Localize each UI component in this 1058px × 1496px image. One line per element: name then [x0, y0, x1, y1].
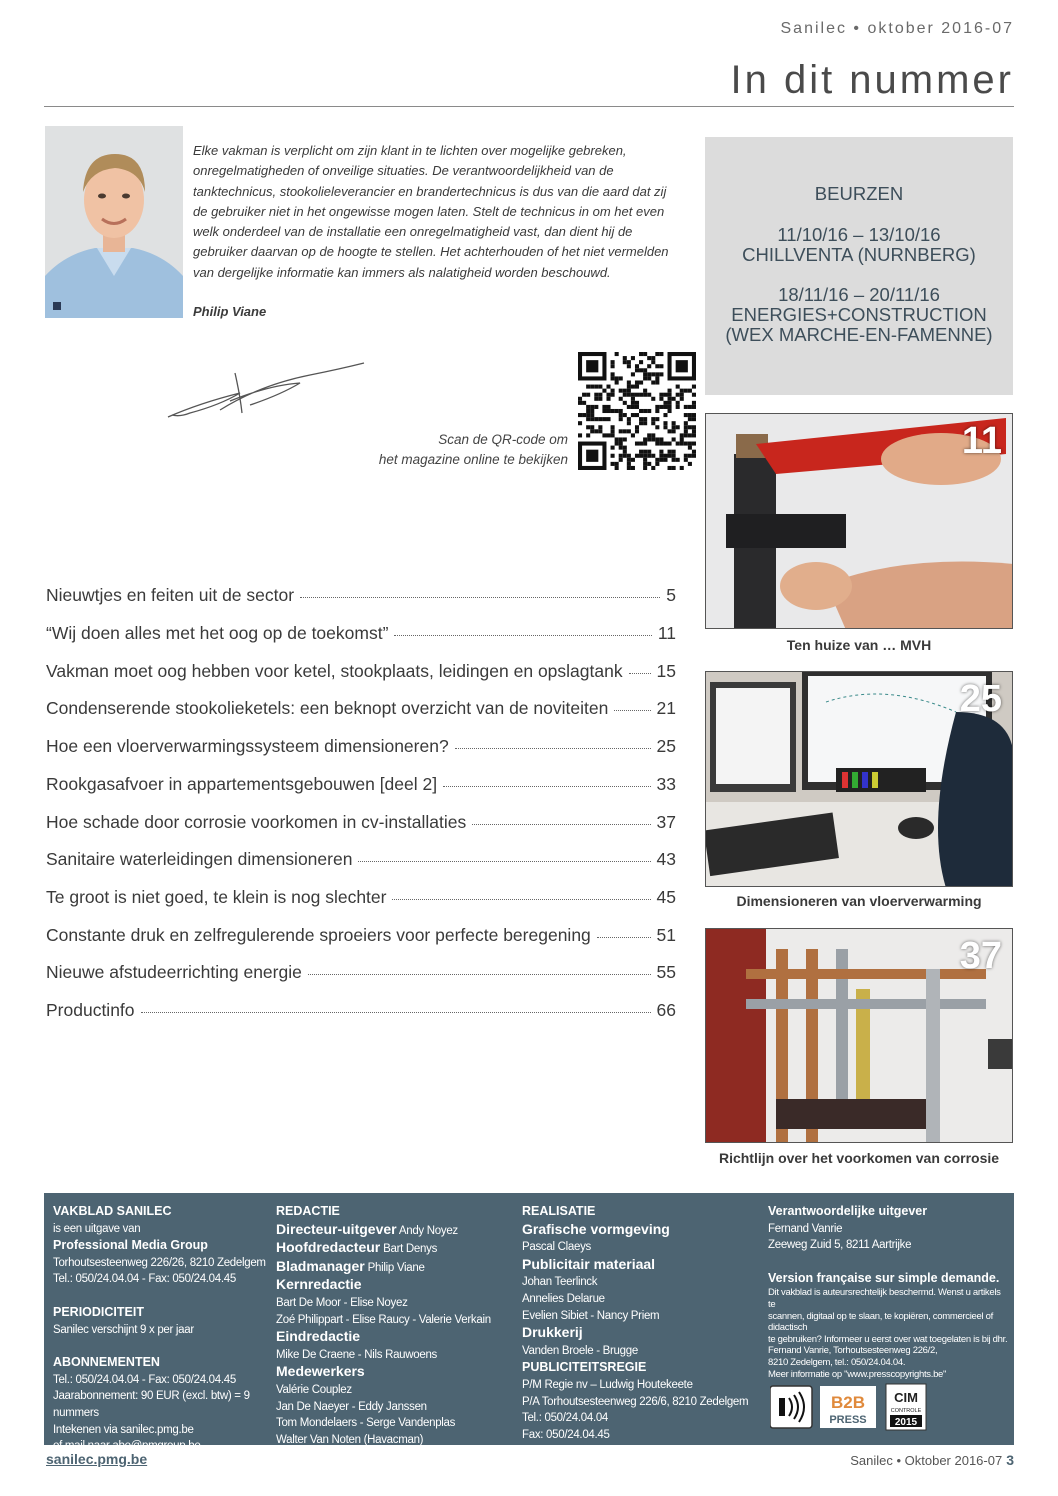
colophon-line: Sanilec verschijnt 9 x per jaar: [53, 1323, 194, 1336]
colophon-column-editorial: [276, 1203, 516, 1448]
colophon-line: Pascal Claeys: [522, 1241, 591, 1254]
cim-year-text: 2015: [894, 1417, 918, 1428]
toc-page: 37: [656, 812, 676, 832]
toc-page: 45: [656, 887, 676, 907]
toc-page: 55: [656, 962, 676, 982]
colophon-line: Evelien Sibiet - Nancy Priem: [522, 1309, 660, 1322]
colophon-role: Bladmanager: [276, 1257, 365, 1274]
colophon-line: Tel.: 050/24.04.04 - Fax: 050/24.04.45: [53, 1373, 236, 1386]
toc-page: 43: [656, 849, 676, 869]
toc-entry[interactable]: [46, 849, 676, 873]
feature-page-number: 11: [961, 420, 1002, 462]
colophon-heading: PUBLICITEITSREGIE: [522, 1360, 647, 1375]
press-text: PRESS: [829, 1414, 867, 1426]
toc-entry[interactable]: [46, 925, 676, 949]
toc-title: Vakman moet oog hebben voor ketel, stookplaats, leidingen en opslagtank: [46, 661, 623, 681]
fair2-name: ENERGIES+CONSTRUCTION: [731, 304, 987, 325]
feature-caption: Ten huize van … MVH: [786, 637, 932, 653]
colophon-role: Eindredactie: [276, 1328, 361, 1345]
colophon-heading: PERIODICITEIT: [53, 1304, 144, 1319]
toc-title: Productinfo: [46, 1000, 135, 1020]
colophon-heading: Version française sur simple demande.: [768, 1270, 1000, 1285]
fairs-box: [705, 137, 1013, 395]
feature-photo-plumbing[interactable]: [705, 413, 1013, 629]
colophon-role: Drukkerij: [522, 1324, 583, 1341]
colophon-role: Kernredactie: [276, 1276, 362, 1293]
colophon-line: Annelies Delarue: [522, 1292, 605, 1305]
toc-page: 51: [656, 925, 676, 945]
editorial-author: Philip Viane: [193, 304, 267, 319]
toc-entry[interactable]: [46, 812, 676, 836]
toc-title: Condenserende stookolieketels: een beknopt overzicht van de noviteiten: [46, 698, 609, 718]
colophon-line: Johan Teerlinck: [522, 1276, 598, 1289]
header-divider: [44, 106, 1014, 107]
toc-page: 15: [656, 661, 676, 681]
toc-page: 5: [666, 585, 676, 605]
colophon-small-line: te gebruiken? Informeer u eerst over wat toegelaten is bij dhr.: [768, 1333, 1008, 1345]
colophon-line: is een uitgave van: [53, 1222, 141, 1235]
colophon-column-production: [522, 1203, 762, 1443]
toc-leader: [392, 899, 650, 900]
colophon-line: Intekenen via sanilec.pmg.be: [53, 1423, 194, 1436]
colophon-line: Zoé Philippart - Elise Raucy - Valerie Verkain: [276, 1313, 491, 1326]
colophon-line: Torhoutsesteenweg 226/26, 8210 Zedelgem: [53, 1256, 266, 1269]
colophon-line: Jaarabonnement: 90 EUR (excl. btw) = 9 nummers: [53, 1390, 250, 1419]
toc-leader: [455, 748, 651, 749]
feature-caption: Richtlijn over het voorkomen van corrosie: [718, 1150, 1000, 1166]
toc-leader: [614, 710, 650, 711]
toc-leader: [300, 597, 660, 598]
colophon-heading: REDACTIE: [276, 1204, 340, 1218]
colophon-column-responsible: [768, 1203, 1008, 1380]
toc-title: Nieuwe afstudeerrichting energie: [46, 962, 302, 982]
colophon-role: Medewerkers: [276, 1363, 365, 1380]
footer-issue: [850, 1452, 1014, 1468]
cim-logo: [886, 1384, 926, 1430]
colophon-heading: Verantwoordelijke uitgever: [768, 1204, 928, 1218]
toc-leader: [597, 937, 651, 938]
page-title: In dit nummer: [730, 58, 1014, 102]
fairs-title: BEURZEN: [814, 183, 904, 204]
toc-page: 11: [657, 623, 676, 643]
colophon-heading: REALISATIE: [522, 1204, 596, 1218]
logo-row: [770, 1382, 930, 1437]
toc-title: Rookgasafvoer in appartementsgebouwen [deel 2]: [46, 774, 438, 794]
toc-title: Nieuwtjes en feiten uit de sector: [46, 585, 295, 605]
colophon-person: Andy Noyez: [398, 1224, 458, 1237]
colophon-role: Publicitair materiaal: [522, 1255, 656, 1272]
toc-leader: [443, 786, 650, 787]
editor-portrait: [45, 126, 183, 318]
colophon-small-line: 8210 Zedelgem, tel.: 050/24.04.04.: [768, 1356, 906, 1368]
feature-caption: Dimensioneren van vloerverwarming: [736, 893, 982, 909]
toc-page: 21: [656, 698, 676, 718]
colophon-role: Grafische vormgeving: [522, 1220, 670, 1237]
toc-title: Te groot is niet goed, te klein is nog slechter: [46, 887, 387, 907]
qr-caption-line1: Scan de QR-code om: [438, 432, 568, 447]
press-copyright-logo: [770, 1386, 812, 1428]
colophon-line: Tom Mondelaers - Serge Vandenplas: [276, 1417, 456, 1430]
colophon-line: Tel.: 050/24.04.04 - Fax: 050/24.04.45: [53, 1273, 236, 1286]
toc-entry[interactable]: [46, 887, 676, 911]
toc-entry[interactable]: [46, 774, 676, 798]
feature-photo-computer[interactable]: [705, 671, 1013, 887]
handwritten-signature: [160, 355, 370, 430]
toc-leader: [629, 673, 651, 674]
toc-title: Constante druk en zelfregulerende sproeiers voor perfecte beregening: [46, 925, 591, 945]
colophon-line: Tel.: 050/24.04.04: [522, 1412, 609, 1425]
toc-leader: [308, 974, 651, 975]
colophon-line: of mail naar abo@pmgroup.be: [53, 1440, 201, 1453]
toc-leader: [472, 824, 650, 825]
feature-page-number: 25: [959, 678, 1002, 720]
cim-text: CIM: [894, 1390, 918, 1405]
colophon-publisher-name: Professional Media Group: [53, 1238, 208, 1253]
toc-entry[interactable]: [46, 962, 676, 986]
page-number: 3: [1006, 1452, 1014, 1468]
colophon-person: Bart Denys: [383, 1243, 438, 1256]
colophon-line: Jan De Naeyer - Eddy Janssen: [276, 1400, 427, 1413]
editorial-text: Elke vakman is verplicht om zijn klant in te lichten over mogelijke gebreken, onregelmatigheden of onveilige situaties. De verantwoordelijkheid van de tanktechnicus, stookolieleverancier en brandertechnicus is dus van die aard dat zij de gebruiker niet in het ongewisse mogen laten. Stelt de technicus in om het even welk onderdeel van de installatie een onregelmatigheid vast, dan dient hij de gebruiker daarvan op de hoogte te stellen. Het achterhouden of het niet vermelden van dergelijke informatie kan immers als nalatigheid worden beschouwd.: [193, 143, 669, 280]
colophon-line: Fax: 050/24.04.45: [522, 1428, 610, 1441]
colophon-line: P/M Regie nv – Ludwig Houtekeete: [522, 1378, 693, 1391]
colophon-small-line: Meer informatie op "www.presscopyrights.be": [768, 1368, 947, 1380]
toc-page: 33: [656, 774, 676, 794]
fair2-place: (WEX MARCHE-EN-FAMENNE): [725, 324, 993, 345]
toc-leader: [141, 1012, 651, 1013]
toc-leader: [358, 861, 650, 862]
colophon-heading: VAKBLAD SANILEC: [53, 1204, 172, 1218]
toc-title: Sanitaire waterleidingen dimensioneren: [46, 849, 353, 869]
issue-label: Sanilec • oktober 2016-07: [780, 20, 1014, 37]
toc-entry[interactable]: [46, 1000, 676, 1024]
colophon-line: Fernand Vanrie: [768, 1222, 843, 1235]
b2b-text: B2B: [830, 1393, 866, 1412]
colophon-role: Directeur-uitgever: [276, 1220, 397, 1237]
toc-entry[interactable]: [46, 585, 676, 609]
colophon-column-publisher: [53, 1203, 278, 1455]
toc-page: 25: [656, 736, 676, 756]
toc-entry[interactable]: [46, 661, 676, 685]
colophon-line: Zeeweg Zuid 5, 8211 Aartrijke: [768, 1239, 912, 1252]
colophon-heading: ABONNEMENTEN: [53, 1355, 160, 1370]
colophon-role: Hoofdredacteur: [276, 1239, 381, 1256]
b2b-press-logo: [820, 1386, 876, 1428]
colophon-small-line: Dit vakblad is auteursrechtelijk beschermd. Wenst u artikels te: [768, 1287, 1001, 1310]
colophon-line: Walter Van Noten (Havacman): [276, 1433, 424, 1446]
toc-entry[interactable]: [46, 698, 676, 722]
toc-page: 66: [656, 1000, 676, 1020]
colophon-small-line: Fernand Vanrie, Torhoutsesteenweg 226/2,: [768, 1345, 938, 1357]
toc-title: Hoe schade door corrosie voorkomen in cv-installaties: [46, 812, 467, 832]
footer-issue-label: Sanilec • Oktober 2016-07: [850, 1453, 1003, 1468]
toc-title: Hoe een vloerverwarmingssysteem dimensioneren?: [46, 736, 449, 756]
colophon-line: P/A Torhoutsesteenweg 226/6, 8210 Zedelgem: [522, 1395, 749, 1408]
toc-leader: [394, 635, 651, 636]
qr-caption: [330, 430, 568, 470]
qr-caption-line2: het magazine online te bekijken: [378, 452, 568, 467]
toc-entry[interactable]: [46, 736, 676, 760]
colophon-line: Bart De Moor - Elise Noyez: [276, 1296, 408, 1309]
colophon-line: Valérie Couplez: [276, 1383, 352, 1396]
colophon-line: Mike De Craene - Nils Rauwoens: [276, 1348, 438, 1361]
fair1-name: CHILLVENTA (NURNBERG): [742, 244, 976, 265]
footer-url-link[interactable]: sanilec.pmg.be: [46, 1451, 148, 1467]
toc-entry[interactable]: [46, 623, 676, 647]
colophon-line: Vanden Broele - Brugge: [522, 1344, 638, 1357]
colophon-small-line: scannen, digitaal op te slaan, te kopiëren, commercieel of didactisch: [768, 1310, 993, 1334]
cim-sub-text: CONTROLE: [890, 1408, 922, 1414]
feature-photo-corrosion[interactable]: [705, 928, 1013, 1143]
fair2-dates: 18/11/16 – 20/11/16: [778, 284, 940, 305]
fair1-dates: 11/10/16 – 13/10/16: [777, 224, 941, 245]
feature-page-number: 37: [959, 935, 1002, 977]
colophon-person: Philip Viane: [367, 1261, 425, 1274]
toc-title: “Wij doen alles met het oog op de toekomst”: [46, 623, 389, 643]
qr-code[interactable]: [578, 352, 696, 475]
